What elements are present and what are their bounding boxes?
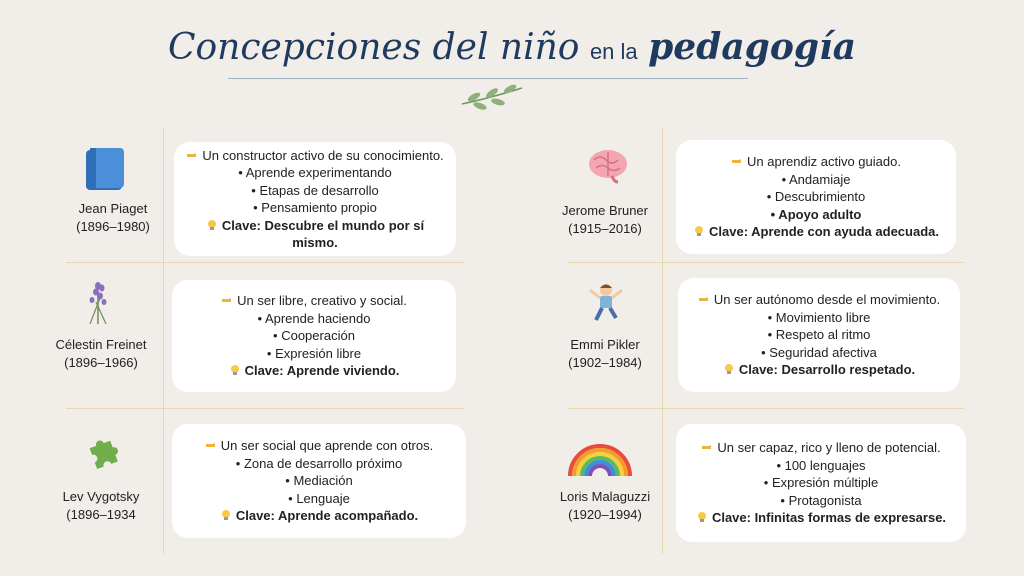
page-title — [0, 26, 1024, 68]
card-lead: Un constructor activo de su conocimiento. — [202, 147, 444, 163]
leaf-branch-icon — [460, 84, 524, 110]
light-bulb-icon — [229, 363, 241, 375]
light-bulb-icon — [206, 218, 218, 230]
card-key: Clave: Desarrollo respetado. — [738, 362, 916, 378]
light-bulb-icon — [696, 510, 708, 522]
card-item: • Etapas de desarrollo — [251, 182, 379, 198]
card-piaget — [174, 142, 456, 256]
card-lead: Un ser capaz, rico y lleno de potencial. — [717, 440, 941, 456]
card-lead: Un aprendiz activo guiado. — [747, 154, 901, 170]
divider-left-1 — [66, 262, 464, 263]
title-part2: en la — [589, 39, 638, 64]
person-name: Lev Vygotsky — [62, 489, 140, 504]
lavender-icon — [80, 280, 116, 324]
brain-icon — [586, 148, 630, 184]
person-piaget — [38, 200, 188, 236]
divider-right-2 — [568, 408, 964, 409]
card-item: • 100 lenguajes — [776, 457, 866, 473]
card-malaguzzi — [676, 424, 966, 542]
rainbow-icon — [566, 442, 634, 476]
person-years: (1896–1980) — [76, 219, 150, 234]
card-lead: Un ser social que aprende con otros. — [220, 438, 434, 454]
person-name: Jerome Bruner — [562, 203, 648, 218]
card-item: • Cooperación — [273, 328, 355, 344]
card-key: Clave: Aprende con ayuda adecuada. — [709, 224, 939, 240]
card-lead: Un ser autónomo desde el movimiento. — [713, 292, 941, 308]
person-freinet — [26, 336, 176, 372]
divider-right-1 — [568, 262, 964, 263]
card-item: • Aprende haciendo — [257, 310, 371, 326]
card-item: • Andamiaje — [781, 171, 851, 187]
card-item: • Aprende experimentando — [238, 165, 392, 180]
card-item: • Respeto al ritmo — [767, 327, 871, 343]
card-item-bold: • Apoyo adulto — [770, 206, 862, 222]
light-bulb-icon — [220, 508, 232, 520]
person-vygotsky — [26, 488, 176, 524]
child-jumping-icon — [586, 282, 626, 324]
card-item: • Protagonista — [780, 492, 862, 508]
card-item: • Pensamiento propio — [253, 200, 377, 215]
card-pikler — [678, 278, 960, 392]
pointing-hand-icon — [698, 292, 710, 304]
title-part3: pedagogía — [648, 26, 857, 68]
card-vygotsky — [172, 424, 466, 538]
card-key: Clave: Aprende acompañado. — [235, 508, 419, 524]
card-item: • Movimiento libre — [767, 309, 871, 325]
card-bruner — [676, 140, 956, 254]
person-years: (1915–2016) — [568, 221, 642, 236]
pointing-hand-icon — [186, 148, 198, 160]
card-item: • Seguridad afectiva — [761, 344, 877, 360]
person-years: (1902–1984) — [568, 355, 642, 370]
person-name: Loris Malaguzzi — [559, 489, 651, 504]
card-key: Clave: Infinitas formas de expresarse. — [711, 510, 947, 526]
pointing-hand-icon — [205, 438, 217, 450]
light-bulb-icon — [693, 224, 705, 236]
person-malaguzzi — [530, 488, 680, 524]
puzzle-piece-icon — [84, 434, 122, 472]
card-key: Clave: Aprende viviendo. — [244, 363, 400, 379]
title-underline — [228, 78, 748, 79]
person-pikler — [530, 336, 680, 372]
person-bruner — [530, 202, 680, 238]
person-name: Jean Piaget — [78, 201, 148, 216]
divider-left-2 — [66, 408, 464, 409]
pointing-hand-icon — [701, 440, 713, 452]
card-item: • Zona de desarrollo próximo — [235, 455, 403, 471]
person-name: Emmi Pikler — [570, 337, 640, 352]
card-item: • Descubrimiento — [766, 189, 866, 205]
card-item: • Expresión múltiple — [763, 475, 879, 491]
title-part1: Concepciones del niño — [167, 27, 580, 68]
person-name: Célestin Freinet — [55, 337, 147, 352]
blue-book-icon — [84, 146, 126, 192]
person-years: (1920–1994) — [568, 507, 642, 522]
pointing-hand-icon — [221, 293, 233, 305]
card-key: Clave: Descubre el mundo por sí mismo. — [221, 217, 425, 250]
person-years: (1896–1966) — [64, 355, 138, 370]
person-years: (1896–1934 — [66, 507, 136, 522]
card-lead: Un ser libre, creativo y social. — [237, 293, 407, 309]
card-freinet — [172, 280, 456, 392]
pointing-hand-icon — [731, 154, 743, 166]
light-bulb-icon — [723, 362, 735, 374]
card-item: • Mediación — [285, 473, 353, 489]
card-item: • Expresión libre — [266, 345, 362, 361]
card-item: • Lenguaje — [288, 490, 350, 506]
